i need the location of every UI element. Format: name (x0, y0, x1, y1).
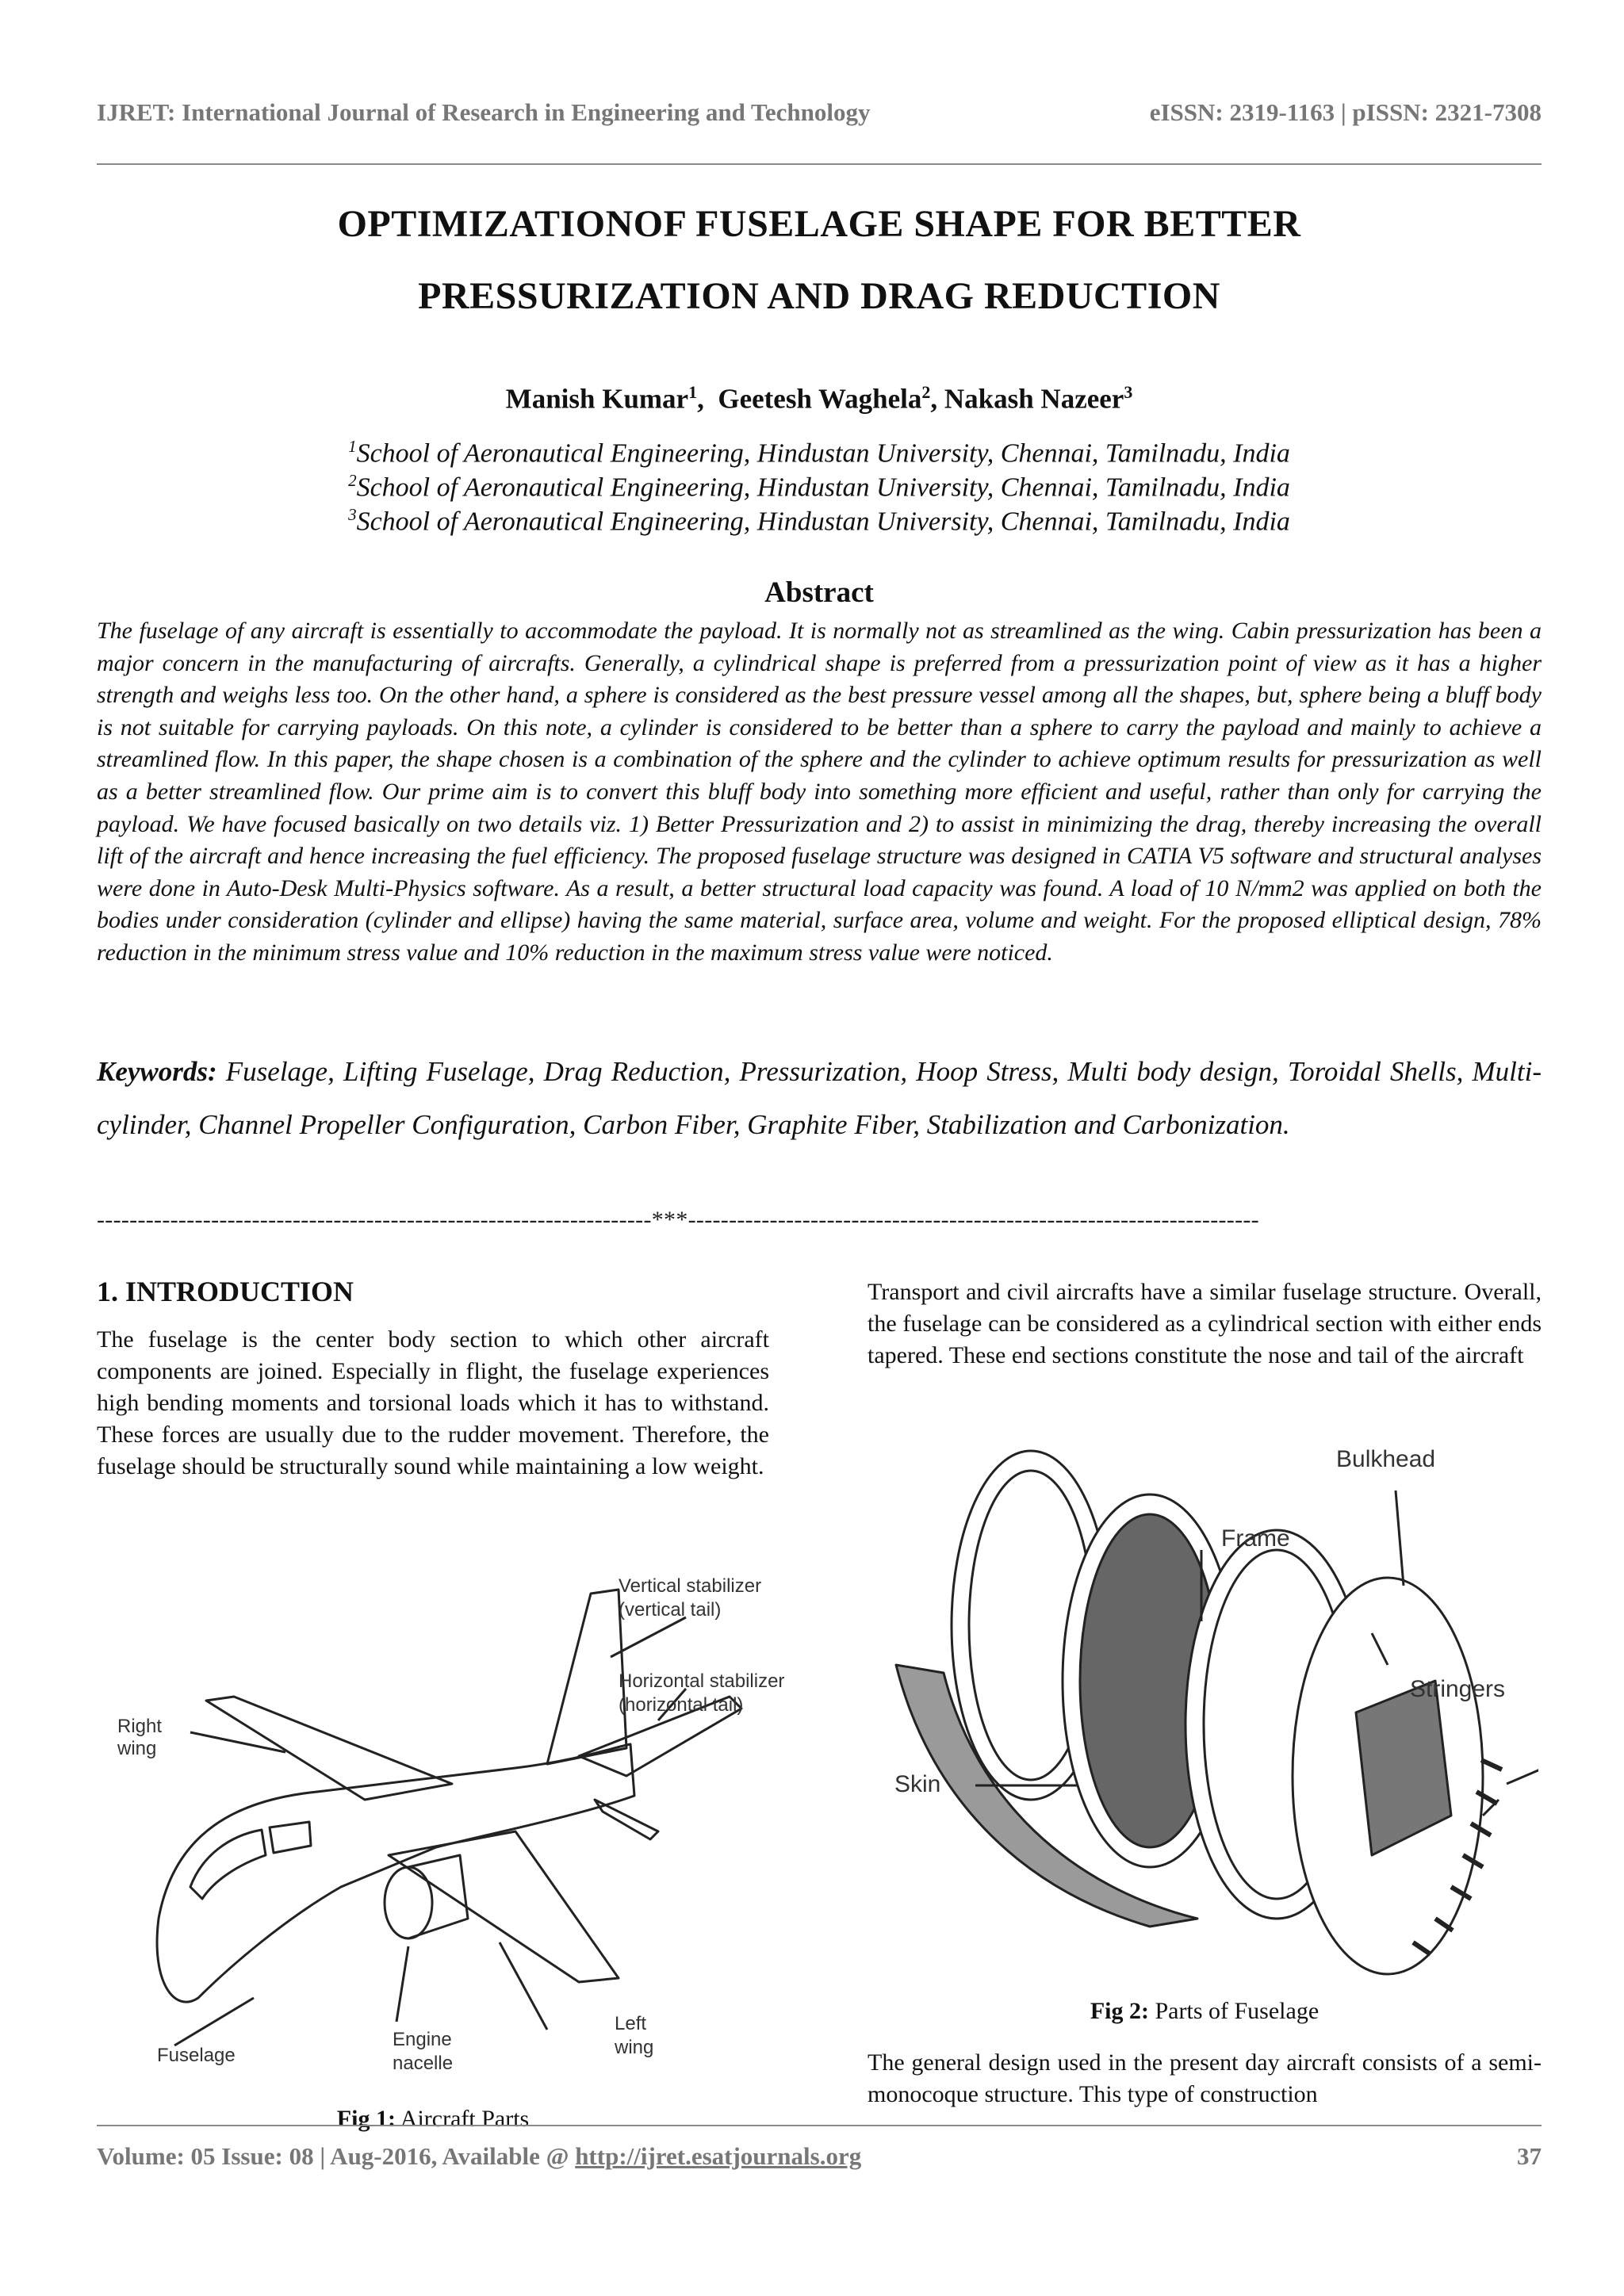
header-rule (97, 163, 1542, 165)
label-frame: Frame (1221, 1525, 1290, 1552)
footer-rule (97, 2125, 1542, 2126)
figure-1-caption-text: Aircraft Parts (395, 2106, 530, 2132)
label-right-wing: Right (117, 1716, 163, 1737)
affiliation (97, 471, 1542, 503)
journal-name: IJRET: International Journal of Research in Engineering and Technology (97, 98, 871, 126)
label-fuselage: Fuselage (157, 2045, 236, 2066)
label-left-wing-2: wing (615, 2037, 654, 2058)
affiliation-text: School of Aeronautical Engineering, Hindustan University, Chennai, Tamilnadu, India (356, 473, 1290, 503)
footer-volume-text: Volume: 05 Issue: 08 | Aug-2016, Available @ (97, 2142, 576, 2170)
section-heading-introduction: 1. INTRODUCTION (97, 1276, 354, 1307)
intro-text: The fuselage is the center body section to which other aircraft components are joined. Especially in flight, the fuselage experiences high bending moments and torsional loads which it has to withstand. These forces are usually due to the rudder movement. Therefore, the fuselage should be structurally sound while maintaining a low weight. (97, 1326, 769, 1479)
keywords (97, 1045, 1542, 1151)
label-stringers: Stringers (1410, 1676, 1506, 1702)
label-horizontal-tail: (horizontal tail) (619, 1694, 744, 1716)
author-sup: 3 (1124, 382, 1133, 402)
author-sup: 1 (688, 382, 698, 402)
affiliation-text: School of Aeronautical Engineering, Hindustan University, Chennai, Tamilnadu, India (356, 438, 1290, 469)
intro-paragraph-right-2 (868, 2047, 1542, 2110)
author-sup: 2 (921, 382, 931, 402)
figure-aircraft-parts (103, 1570, 801, 2085)
affiliation-sup: 3 (348, 505, 357, 524)
figure-fuselage-parts (880, 1443, 1538, 1982)
label-left-wing: Left (615, 2013, 647, 2034)
affiliation-sup: 1 (348, 437, 357, 456)
affiliation (97, 505, 1542, 537)
issn: eISSN: 2319-1163 | pISSN: 2321-7308 (1149, 98, 1542, 126)
intro-text-right-2: The general design used in the present day aircraft consists of a semi-monocoque structure. This type of construction (868, 2049, 1542, 2107)
paper-title-line-1: OPTIMIZATIONOF FUSELAGE SHAPE FOR BETTER (337, 203, 1301, 245)
intro-paragraph-right (868, 1276, 1542, 1372)
label-horizontal-stabilizer: Horizontal stabilizer (619, 1670, 785, 1692)
label-skin: Skin (894, 1771, 941, 1797)
page-number: 37 (1517, 2142, 1542, 2170)
author-name: Manish Kumar (505, 383, 689, 415)
label-engine: Engine (393, 2029, 452, 2050)
footer-volume (97, 2142, 861, 2171)
keywords-text: Fuselage, Lifting Fuselage, Drag Reduction, Pressurization, Hoop Stress, Multi body design, Toroidal Shells, Multi-cylinder, Channel Propeller Configuration, Carbon Fiber, Graphite Fiber, Stabilization and Carbonization. (97, 1056, 1542, 1140)
abstract-heading: Abstract (764, 576, 874, 609)
affiliation (97, 437, 1542, 469)
fuselage-drawing (896, 1451, 1538, 1974)
figure-2-label: Fig 2: (1090, 1998, 1149, 2024)
figure-1-label: Fig 1: (336, 2106, 396, 2132)
keywords-label: Keywords: (97, 1056, 217, 1087)
authors: Manish Kumar$^1$, Geetesh Waghela$^2$, Nakash Nazeer$^3$ (505, 382, 1133, 415)
abstract-text: The fuselage of any aircraft is essentially to accommodate the payload. It is normally not as streamlined as the wing. Cabin pressurization has been a major concern in the manufacturing of aircrafts. Generally, a cylindrical shape is preferred from a pressurization point of view as it has a higher strength and weighs less too. On the other hand, a sphere is considered as the best pressure vessel among all the shapes, but, sphere being a bluff body is not suitable for carrying payloads. On this note, a cylinder is considered to be better than a sphere to carry the payload and mainly to achieve a streamlined flow. In this paper, the shape chosen is a combination of the sphere and the cylinder to achieve optimum results for pressurization as well as a better streamlined flow. Our prime aim is to convert this bluff body into something more efficient and useful, rather than only for carrying the payload. We have focused basically on two details viz. 1) Better Pressurization and 2) to assist in minimizing the drag, thereby increasing the overall lift of the aircraft and hence increasing the fuel efficiency. The proposed fuselage structure was designed in CATIA V5 software and structural analyses were done in Auto-Desk Multi-Physics software. As a result, a better structural load capacity was found. A load of 10 N/mm2 was applied on both the bodies under consideration (cylinder and ellipse) having the same material, surface area, volume and weight. For the proposed elliptical design, 78% reduction in the minimum stress value and 10% reduction in the maximum stress value were noticed. (97, 618, 1542, 966)
author-name: Nakash Nazeer (944, 383, 1124, 415)
affiliation-text: School of Aeronautical Engineering, Hindustan University, Chennai, Tamilnadu, India (356, 507, 1290, 537)
intro-paragraph-left (97, 1324, 769, 1483)
affiliation-sup: 2 (348, 471, 357, 490)
intro-text-right: Transport and civil aircrafts have a similar fuselage structure. Overall, the fuselage can be considered as a cylindrical section with either ends tapered. These end sections constitute the nose and tail of the aircraft (868, 1279, 1542, 1368)
author-name: Geetesh Waghela (718, 383, 922, 415)
paper-title-line-2: PRESSURIZATION AND DRAG REDUCTION (418, 275, 1220, 317)
figure-1-caption (97, 2106, 769, 2133)
label-vertical-stabilizer: Vertical stabilizer (619, 1575, 762, 1597)
journal-link[interactable]: http://ijret.esatjournals.org (575, 2142, 862, 2170)
label-vertical-tail: (vertical tail) (619, 1599, 722, 1621)
label-bulkhead: Bulkhead (1336, 1446, 1436, 1472)
abstract-body (97, 615, 1542, 970)
figure-2-caption (868, 1998, 1542, 2025)
label-engine-nacelle: nacelle (393, 2053, 454, 2074)
aircraft-drawing (157, 1590, 744, 2045)
label-right-wing-2: wing (117, 1738, 157, 1759)
section-separator: --------------------------------------------------------------------***---------------------------------------------------------------------- (97, 1207, 1259, 1233)
figure-2-caption-text: Parts of Fuselage (1149, 1998, 1320, 2024)
